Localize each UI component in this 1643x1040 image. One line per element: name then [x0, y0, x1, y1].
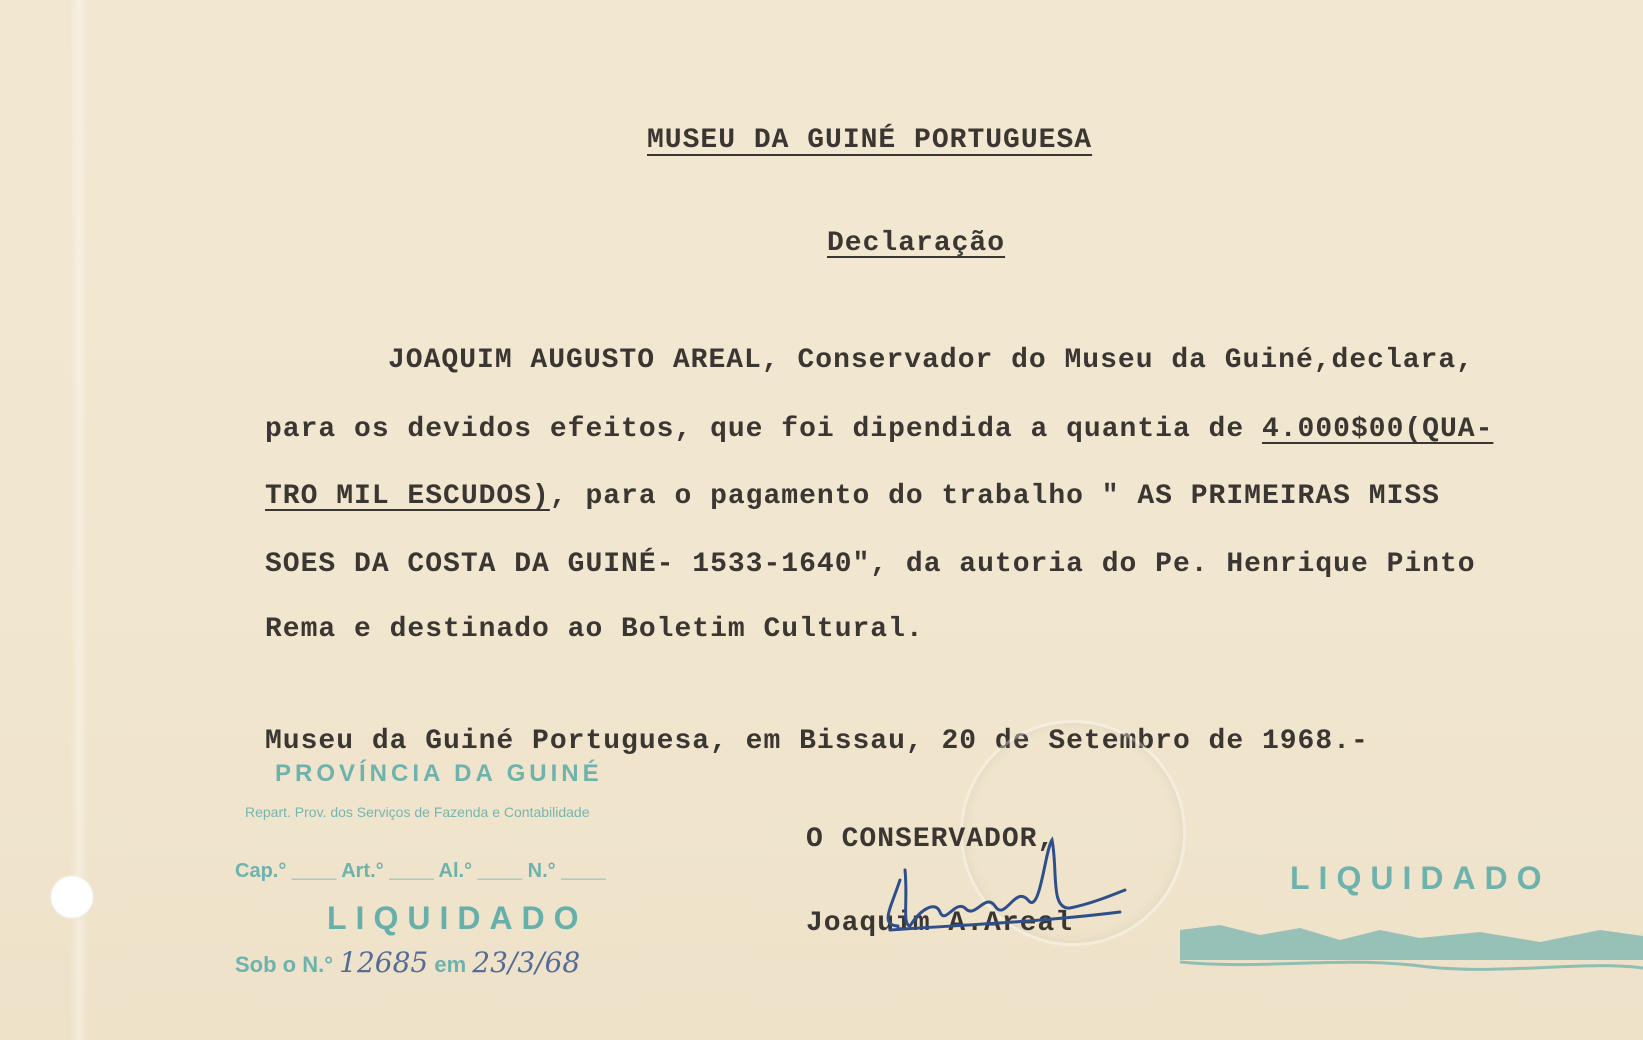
signatory-name: Joaquim A.Areal	[806, 908, 1074, 939]
payment-stamp-right	[1180, 860, 1643, 1000]
stamp-province-title: PROVÍNCIA DA GUINÉ	[275, 760, 603, 787]
institution-title: MUSEU DA GUINÉ PORTUGUESA	[647, 125, 1093, 156]
closing-place-date: Museu da Guiné Portuguesa, em Bissau, 20 de Setembro de 1968.-	[265, 726, 1369, 757]
stamp-right-status: LIQUIDADO	[1290, 860, 1551, 896]
body-line-2-text: para os devidos efeitos, que foi dipendida a quantia de	[265, 414, 1262, 445]
signatory-role: O CONSERVADOR,	[806, 824, 1056, 855]
stamp-status: LIQUIDADO	[327, 900, 588, 936]
stamp-ref-label: Sob o N.°	[235, 952, 334, 977]
body-line-4: SOES DA COSTA DA GUINÉ- 1533-1640", da autoria do Pe. Henrique Pinto	[265, 549, 1476, 580]
amount-words: TRO MIL ESCUDOS)	[265, 481, 550, 512]
stamp-fields: Cap.° ____ Art.° ____ Al.° ____ N.° ____	[235, 860, 606, 882]
stamp-ref-number: 12685	[339, 946, 429, 979]
body-line-2	[265, 414, 1493, 445]
handwritten-signature	[880, 830, 1140, 940]
body-line-5: Rema e destinado ao Boletim Cultural.	[265, 614, 924, 645]
stamp-department: Repart. Prov. dos Serviços de Fazenda e Contabilidade	[245, 804, 590, 820]
payment-stamp-left	[235, 760, 715, 990]
stamp-ref-date: 23/3/68	[472, 946, 581, 979]
body-line-3	[265, 481, 1440, 512]
document-type-heading: Declaração	[827, 228, 1006, 259]
punch-hole	[50, 875, 94, 919]
amount-figure: 4.000$00(QUA-	[1261, 414, 1494, 445]
body-line-3-text: , para o pagamento do trabalho " AS PRIMEIRAS MISS	[549, 481, 1440, 512]
stamp-ref-date-label: em	[434, 952, 467, 977]
stamp-right-landscape	[1180, 890, 1643, 1000]
stamp-reference	[235, 946, 580, 979]
body-line-1: JOAQUIM AUGUSTO AREAL, Conservador do Museu da Guiné,declara,	[388, 345, 1474, 376]
